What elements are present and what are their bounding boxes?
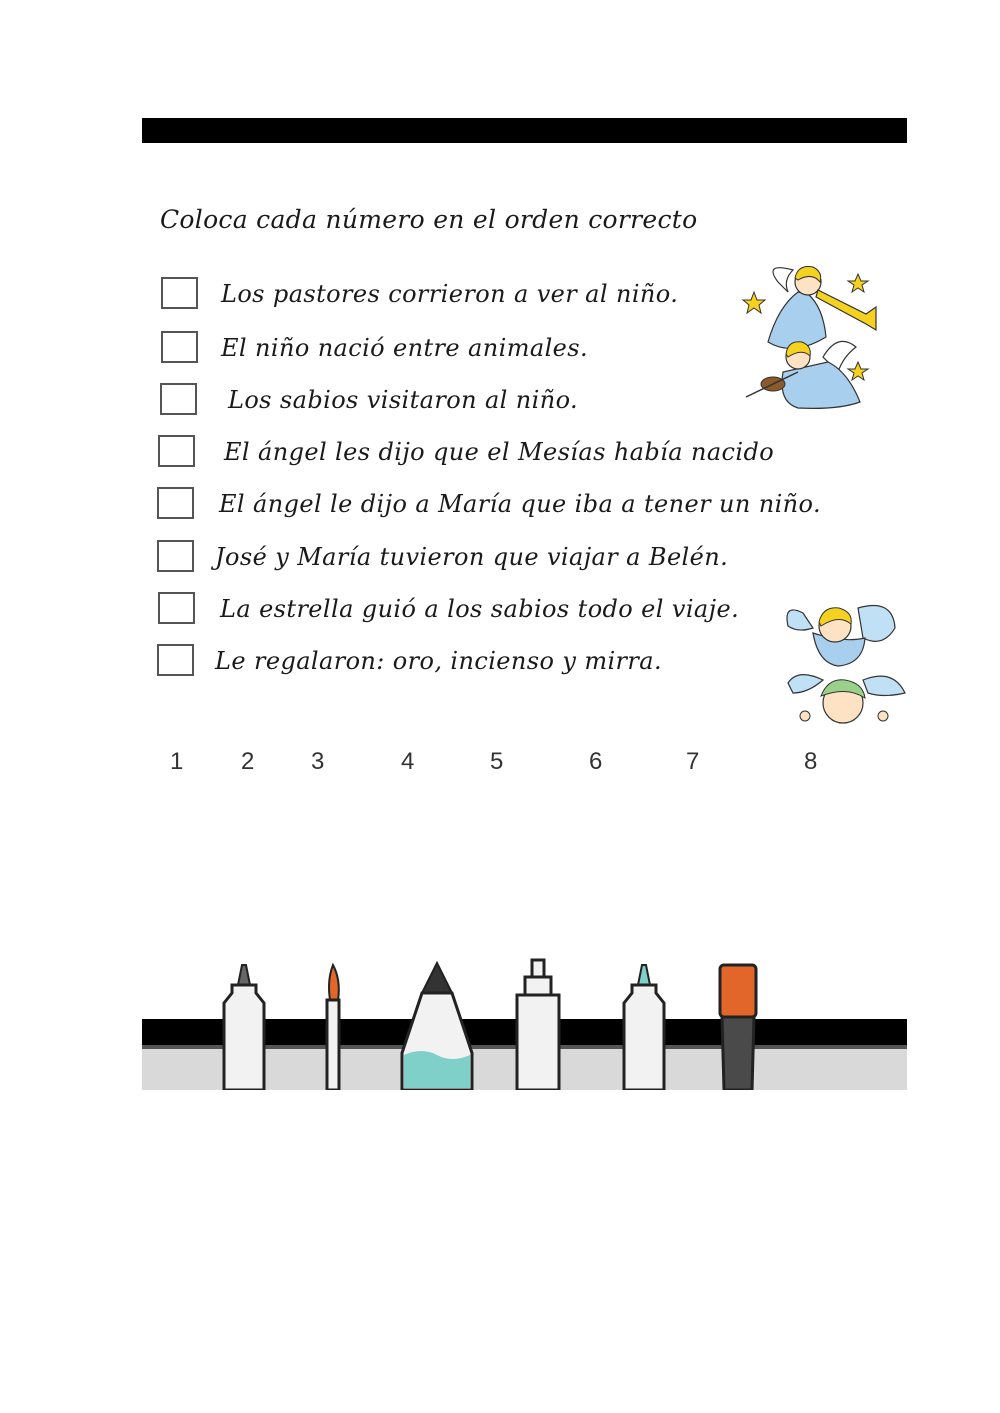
item-text: Le regalaron: oro, incienso y mirra. xyxy=(215,647,663,675)
item-text: El niño nació entre animales. xyxy=(221,334,588,362)
number-label: 2 xyxy=(241,748,255,775)
answer-box[interactable] xyxy=(157,644,194,676)
answer-box[interactable] xyxy=(160,383,197,415)
art-supplies-border-icon xyxy=(142,955,907,1090)
answer-box[interactable] xyxy=(161,277,198,309)
answer-box[interactable] xyxy=(157,540,194,572)
item-text: Los pastores corrieron a ver al niño. xyxy=(221,280,679,308)
angels-with-trumpet-and-violin-icon xyxy=(738,262,883,410)
number-label: 3 xyxy=(311,748,325,775)
item-text: Los sabios visitaron al niño. xyxy=(228,386,579,414)
header-bar xyxy=(142,118,907,143)
instruction-text: Coloca cada número en el orden correcto xyxy=(160,205,698,234)
answer-box[interactable] xyxy=(161,331,198,363)
number-label: 4 xyxy=(401,748,415,775)
number-label: 7 xyxy=(686,748,700,775)
number-label: 1 xyxy=(170,748,184,775)
number-label: 6 xyxy=(589,748,603,775)
number-label: 8 xyxy=(804,748,818,775)
number-label: 5 xyxy=(490,748,504,775)
item-text: El ángel les dijo que el Mesías había nacido xyxy=(224,438,775,466)
item-text: La estrella guió a los sabios todo el viaje. xyxy=(220,595,740,623)
answer-box[interactable] xyxy=(157,487,194,519)
answer-box[interactable] xyxy=(158,592,195,624)
answer-box[interactable] xyxy=(158,435,195,467)
item-text: El ángel le dijo a María que iba a tener un niño. xyxy=(219,490,821,518)
flying-child-angels-icon xyxy=(783,598,908,730)
item-text: José y María tuvieron que viajar a Belén. xyxy=(215,543,729,571)
